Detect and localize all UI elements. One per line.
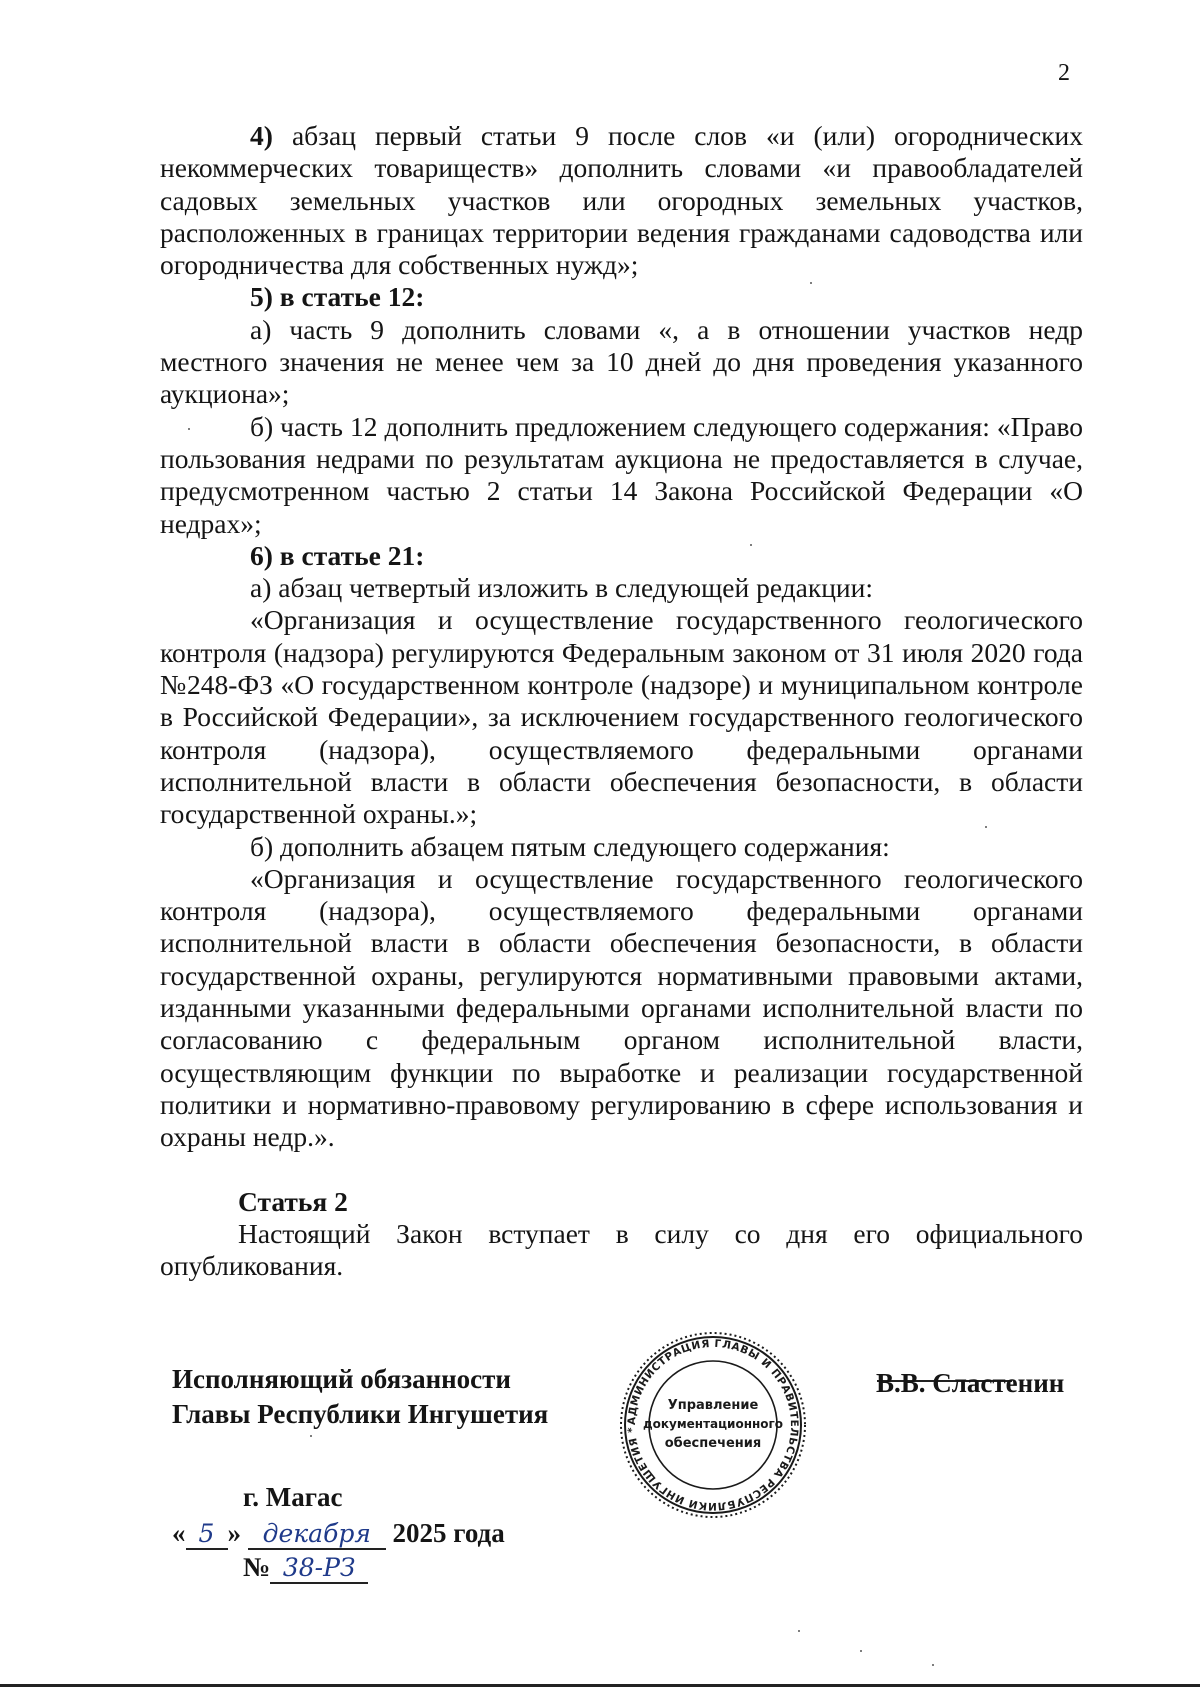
date-year: 2025 (392, 1518, 447, 1548)
stamp-ring-text: АДМИНИСТРАЦИЯ ГЛАВЫ И ПРАВИТЕЛЬСТВА РЕСПУБЛИКИ ИНГУШЕТИЯ * (625, 1337, 801, 1513)
paragraph-item-5-heading: 5) в статье 12: (250, 281, 425, 313)
scan-speck (750, 544, 752, 546)
law-number: № 38-РЗ (243, 1552, 368, 1584)
place-of-signing: г. Магас (243, 1482, 343, 1512)
scan-bottom-edge (0, 1684, 1200, 1687)
paragraph-item-4: 4) абзац первый статьи 9 после слов «и (или) огороднических некоммерческих товариществ» дополнить словами «и правообладателей садовых земельных участков или огородных земельных участков, расположенных в границах территории ведения гражданами садоводства или огородничества для собственных нужд»; (160, 120, 1083, 281)
signing-date: « 5 » декабря 2025 года (172, 1518, 505, 1548)
paragraph-6a: а) абзац четвертый изложить в следующей редакции: (250, 572, 874, 604)
scan-speck (188, 428, 190, 430)
scan-speck (310, 1435, 312, 1437)
paragraph-6b: б) дополнить абзацем пятым следующего содержания: (250, 830, 890, 862)
article-2-title: Статья 2 (238, 1185, 348, 1217)
stamp-line-1: Управление (667, 1398, 759, 1413)
document-body (160, 120, 1083, 1282)
paragraph-5a: а) часть 9 дополнить словами «, а в отношении участков недр местного значения не менее чем за 10 дней до дня проведения указанного аукциона»; (160, 313, 1083, 410)
paragraph-6b-quote: «Организация и осуществление государственного геологического контроля (надзора), осуществляемого федеральными органами исполнительной власти в области обеспечения безопасности, в области государственной охраны, регулируются нормативными правовыми актами, изданными указанными федеральными органами исполнительной власти по согласованию с федеральным органом исполнительной власти, осуществляющим функции по выработке и реализации государственной политики и нормативно-правовому регулированию в сфере использования и охраны недр.». (160, 862, 1083, 1153)
scan-speck (932, 1664, 934, 1666)
page-number: 2 (1058, 60, 1070, 86)
stamp-line-3: обеспечения (664, 1436, 762, 1451)
paragraph-item-6-heading: 6) в статье 21: (250, 539, 425, 571)
scan-speck (810, 282, 812, 284)
paragraph-5b: б) часть 12 дополнить предложением следующего содержания: «Право пользования недрами по результатам аукциона не предоставляется в случае, предусмотренном частью 2 статьи 14 Закона Российской Федерации «О недрах»; (160, 410, 1083, 539)
signatory-name: В.В. Сластенин (876, 1368, 1065, 1398)
signatory-position: Исполняющий обязанности Главы Республики Ингушетия (172, 1364, 549, 1429)
item-number: 4) (250, 120, 273, 151)
scan-speck (985, 826, 987, 828)
stamp-line-2: документационного (642, 1417, 784, 1431)
official-stamp (618, 1330, 808, 1520)
paragraph-6a-quote: «Организация и осуществление государственного геологического контроля (надзора) регулируются Федеральным законом от 31 июля 2020 года №248-ФЗ «О государственном контроле (надзоре) и муниципальном контроле в Российской Федерации», за исключением государственного геологического контроля (надзора), осуществляемого федеральными органами исполнительной власти в области обеспечения безопасности, в области государственной охраны.»; (160, 604, 1083, 830)
law-number-value: 38-РЗ (270, 1554, 368, 1584)
date-day: 5 (186, 1520, 228, 1550)
scan-speck (798, 1630, 800, 1632)
date-month: декабря (248, 1520, 386, 1550)
article-2-text: Настоящий Закон вступает в силу со дня его официального опубликования. (160, 1217, 1083, 1282)
scan-speck (860, 1650, 862, 1652)
